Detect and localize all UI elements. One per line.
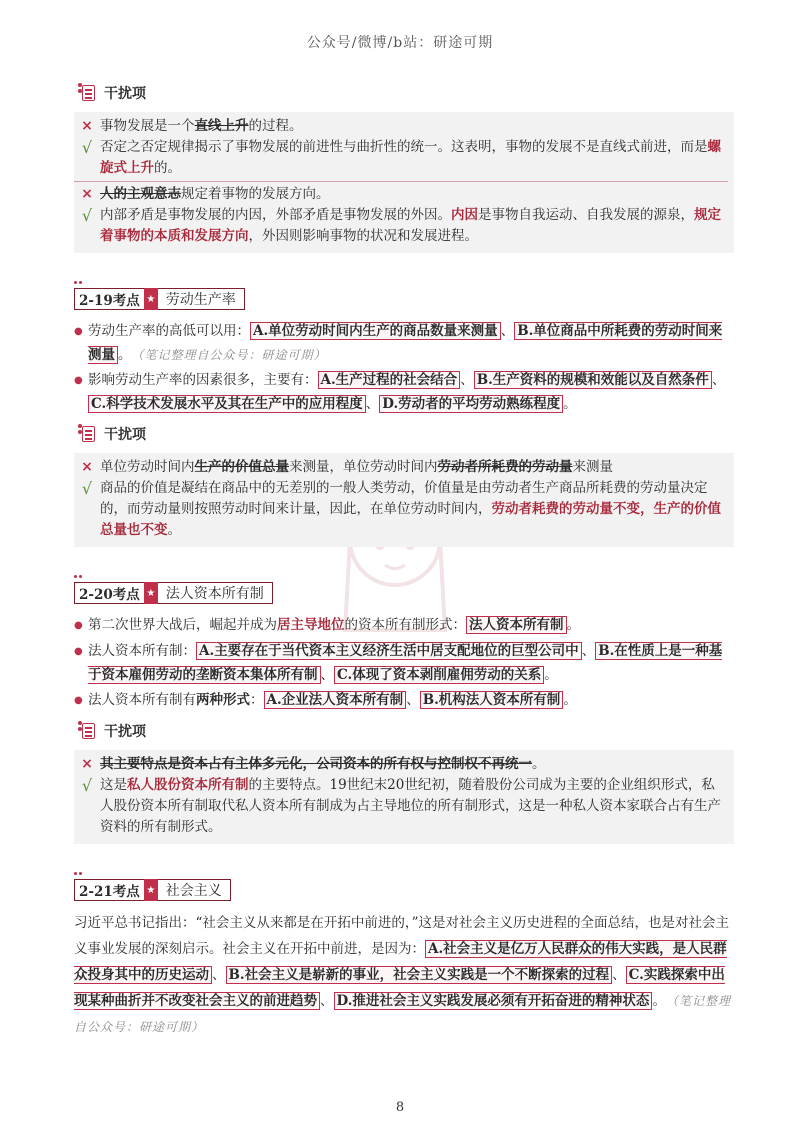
check-icon: √ xyxy=(81,138,93,157)
clipboard-icon xyxy=(78,424,98,444)
check-icon: √ xyxy=(81,206,93,225)
correction-row: √ 商品的价值是凝结在商品中的无差别的一般人类劳动，价值量是由劳动者生产商品所耗费的劳动量决定的，而劳动量则按照劳动时间来计量，因此，在单位劳动时间内，劳动者耗费的劳动量不变，生产的价值总量也不变。 xyxy=(74,478,728,541)
distractor-row: × 单位劳动时间内生产的价值总量来测量，单位劳动时间内劳动者所耗费的劳动量来测量 xyxy=(74,457,728,478)
star-icon: ★ xyxy=(144,879,158,901)
distractor-row: × 人的主观意志规定着事物的发展方向。 xyxy=(74,184,728,205)
bullet-icon: ● xyxy=(74,695,83,706)
distractor-heading: 干扰项 xyxy=(78,423,734,445)
star-icon: ★ xyxy=(144,582,158,604)
topic20-point-1: ● 第二次世界大战后，崛起并成为居主导地位的资本所有制形式： 法人资本所有制 。 xyxy=(74,613,734,638)
topic20-point-3: ● 法人资本所有制有两种形式： A.企业法人资本所有制 、 B.机构法人资本所有制 。 xyxy=(74,688,734,713)
page-header: 公众号/微博/b站：研途可期 xyxy=(306,35,494,51)
correction-row: √ 内部矛盾是事物发展的内因，外部矛盾是事物发展的外因。内因是事物自我运动、自我发展的源泉，规定着事物的本质和发展方向，外因则影响事物的状况和发展进程。 xyxy=(74,205,728,247)
topic19-point-2: ● 影响劳动生产率的因素很多，主要有： A.生产过程的社会结合 、 B.生产资料的规模和效能以及自然条件 、C.科学技术发展水平及其在生产中的应用程度 、 D.劳动者的平均劳动熟练程度 。 xyxy=(74,368,734,416)
distractor-heading: 干扰项 xyxy=(78,82,734,104)
check-icon: √ xyxy=(81,776,93,795)
distractor-row: × 事物发展是一个直线上升的过程。 xyxy=(74,116,728,137)
topic19-point-1: ● 劳动生产率的高低可以用： A.单位劳动时间内生产的商品数量来测量 、 B.单位商品中所耗费的劳动时间来测量 。 （笔记整理自公众号：研途可期） xyxy=(74,319,734,367)
correction-row: √ 这是私人股份资本所有制的主要特点。19世纪末20世纪初，随着股份公司成为主要的企业组织形式，私人股份资本所有制取代私人资本所有制成为占主导地位的所有制形式，这是一种私人资本家联合占有生产资料的所有制形式。 xyxy=(74,775,728,838)
cross-icon: × xyxy=(81,756,93,772)
distractor-block-1 xyxy=(74,112,734,253)
cross-icon: × xyxy=(81,459,93,475)
cross-icon: × xyxy=(81,118,93,134)
bullet-icon: ● xyxy=(74,326,83,337)
bullet-icon: ● xyxy=(74,375,83,386)
distractor-heading: 干扰项 xyxy=(78,720,734,742)
topic20-point-2: ● 法人资本所有制： A.主要存在于当代资本主义经济生活中居支配地位的巨型公司中 、 B.在性质上是一种基于资本雇佣劳动的垄断资本集体所有制 、 C.体现了资本剥削雇佣劳动的关系 。 xyxy=(74,639,734,687)
topic21-paragraph: 习近平总书记指出：“社会主义从来都是在开拓中前进的，”这是对社会主义历史进程的全面总结，也是对社会主义事业发展的深刻启示。社会主义在开拓中前进，是因为： A.社会主义是亿万人民群众的伟大实践，是人民群众投身其中的历史运动 、 B.社会主义是崭新的事业，社会主义实践是一个不断探索的过程 、 C.实践探索中出现某种曲折并不改变社会主义的前进趋势 、 D.推进社会主义实践发展必须有开拓奋进的精神状态 。 （笔记整理自公众号：研途可期） xyxy=(74,915,731,1034)
topic-heading-2-21: 2-21考点 ★ 社会主义 xyxy=(74,878,734,902)
distractor-block-3 xyxy=(74,750,734,844)
check-icon: √ xyxy=(81,479,93,498)
star-icon: ★ xyxy=(144,288,158,310)
clipboard-icon xyxy=(78,83,98,103)
cross-icon: × xyxy=(81,186,93,202)
distractor-row: × 其主要特点是资本占有主体多元化，公司资本的所有权与控制权不再统一。 xyxy=(74,754,728,775)
bullet-icon: ● xyxy=(74,620,83,631)
correction-row: √ 否定之否定规律揭示了事物发展的前进性与曲折性的统一。这表明，事物的发展不是直线式前进，而是螺旋式上升的。 xyxy=(74,137,728,179)
bullet-icon: ● xyxy=(74,646,83,657)
page-number: 8 xyxy=(395,1100,405,1115)
topic-heading-2-19: 2-19考点 ★ 劳动生产率 xyxy=(74,287,734,311)
distractor-block-2 xyxy=(74,453,734,547)
clipboard-icon xyxy=(78,721,98,741)
topic-heading-2-20: 2-20考点 ★ 法人资本所有制 xyxy=(74,581,734,605)
